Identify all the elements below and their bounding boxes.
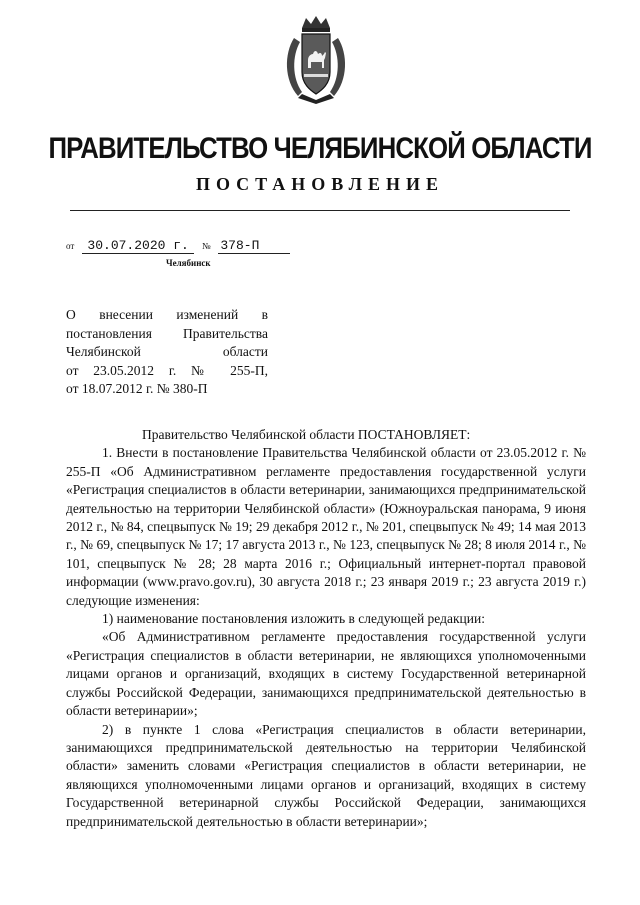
city-name: Челябинск	[166, 258, 211, 268]
document-type: ПОСТАНОВЛЕНИЕ	[195, 174, 445, 194]
subject-line: Челябинской области	[66, 344, 268, 360]
document-body	[66, 426, 586, 831]
subject-line: от 18.07.2012 г. № 380-П	[66, 381, 208, 397]
document-subject	[66, 306, 268, 399]
paragraph-subitem-1-quote: «Об Административном регламенте предоставления государственной услуги «Регистрация специалистов в области ветеринарии, не являющихся уполномоченными лицами органов и организаций, входящих в систему Государственной ветеринарной службы Российской Федерации, занимающихся предпринимательской деятельностью в области ветеринарии»;	[66, 629, 586, 719]
number-label: №	[201, 241, 211, 251]
document-number: 378-П	[218, 238, 290, 254]
paragraph-subitem-1: 1) наименование постановления изложить в следующей редакции:	[102, 611, 485, 627]
preamble: Правительство Челябинской области ПОСТАНОВЛЯЕТ:	[142, 427, 471, 442]
coat-of-arms-emblem	[280, 14, 352, 106]
document-date: 30.07.2020 г.	[82, 238, 194, 254]
government-title: ПРАВИТЕЛЬСТВО ЧЕЛЯБИНСКОЙ ОБЛАСТИ	[48, 132, 592, 165]
from-label: от	[66, 241, 75, 251]
dateline	[66, 238, 290, 254]
paragraph-subitem-2: 2) в пункте 1 слова «Регистрация специалистов в области ветеринарии, занимающихся предпринимательской деятельностью на территории Челябинской области» заменить словами «Регистрация специалистов в области ветеринарии, не являющихся уполномоченными лицами органов и организаций, входящих в систему Государственной ветеринарной службы Российской Федерации, занимающихся предпринимательской деятельностью в области ветеринарии»;	[66, 721, 586, 829]
subject-line: постановления Правительства	[66, 325, 268, 341]
subject-line: О внесении изменений в	[66, 307, 268, 322]
header-divider	[70, 210, 570, 211]
subject-line: от 23.05.2012 г. № 255-П,	[66, 362, 268, 378]
paragraph-item-1: 1. Внести в постановление Правительства Челябинской области от 23.05.2012 г. № 255-П «Об Административном регламенте предоставления государственной услуги «Регистрация специалистов в области ветеринарии, занимающихся предпринимательской деятельностью на территории Челябинской области» (Южноуральская панорама, 9 июня 2012 г., № 84, спецвыпуск № 19; 29 декабря 2012 г., № 201, спецвыпуск № 49; 14 мая 2013 г., № 69, спецвыпуск № 17; 17 августа 2013 г., № 123, спецвыпуск № 28; 8 июля 2014 г., № 101, спецвыпуск № 28; 28 марта 2016 г.; Официальный интернет-портал правовой информации (www.pravo.gov.ru), 30 августа 2018 г.; 23 января 2019 г.; 23 августа 2019 г.) следующие изменения:	[66, 445, 586, 608]
